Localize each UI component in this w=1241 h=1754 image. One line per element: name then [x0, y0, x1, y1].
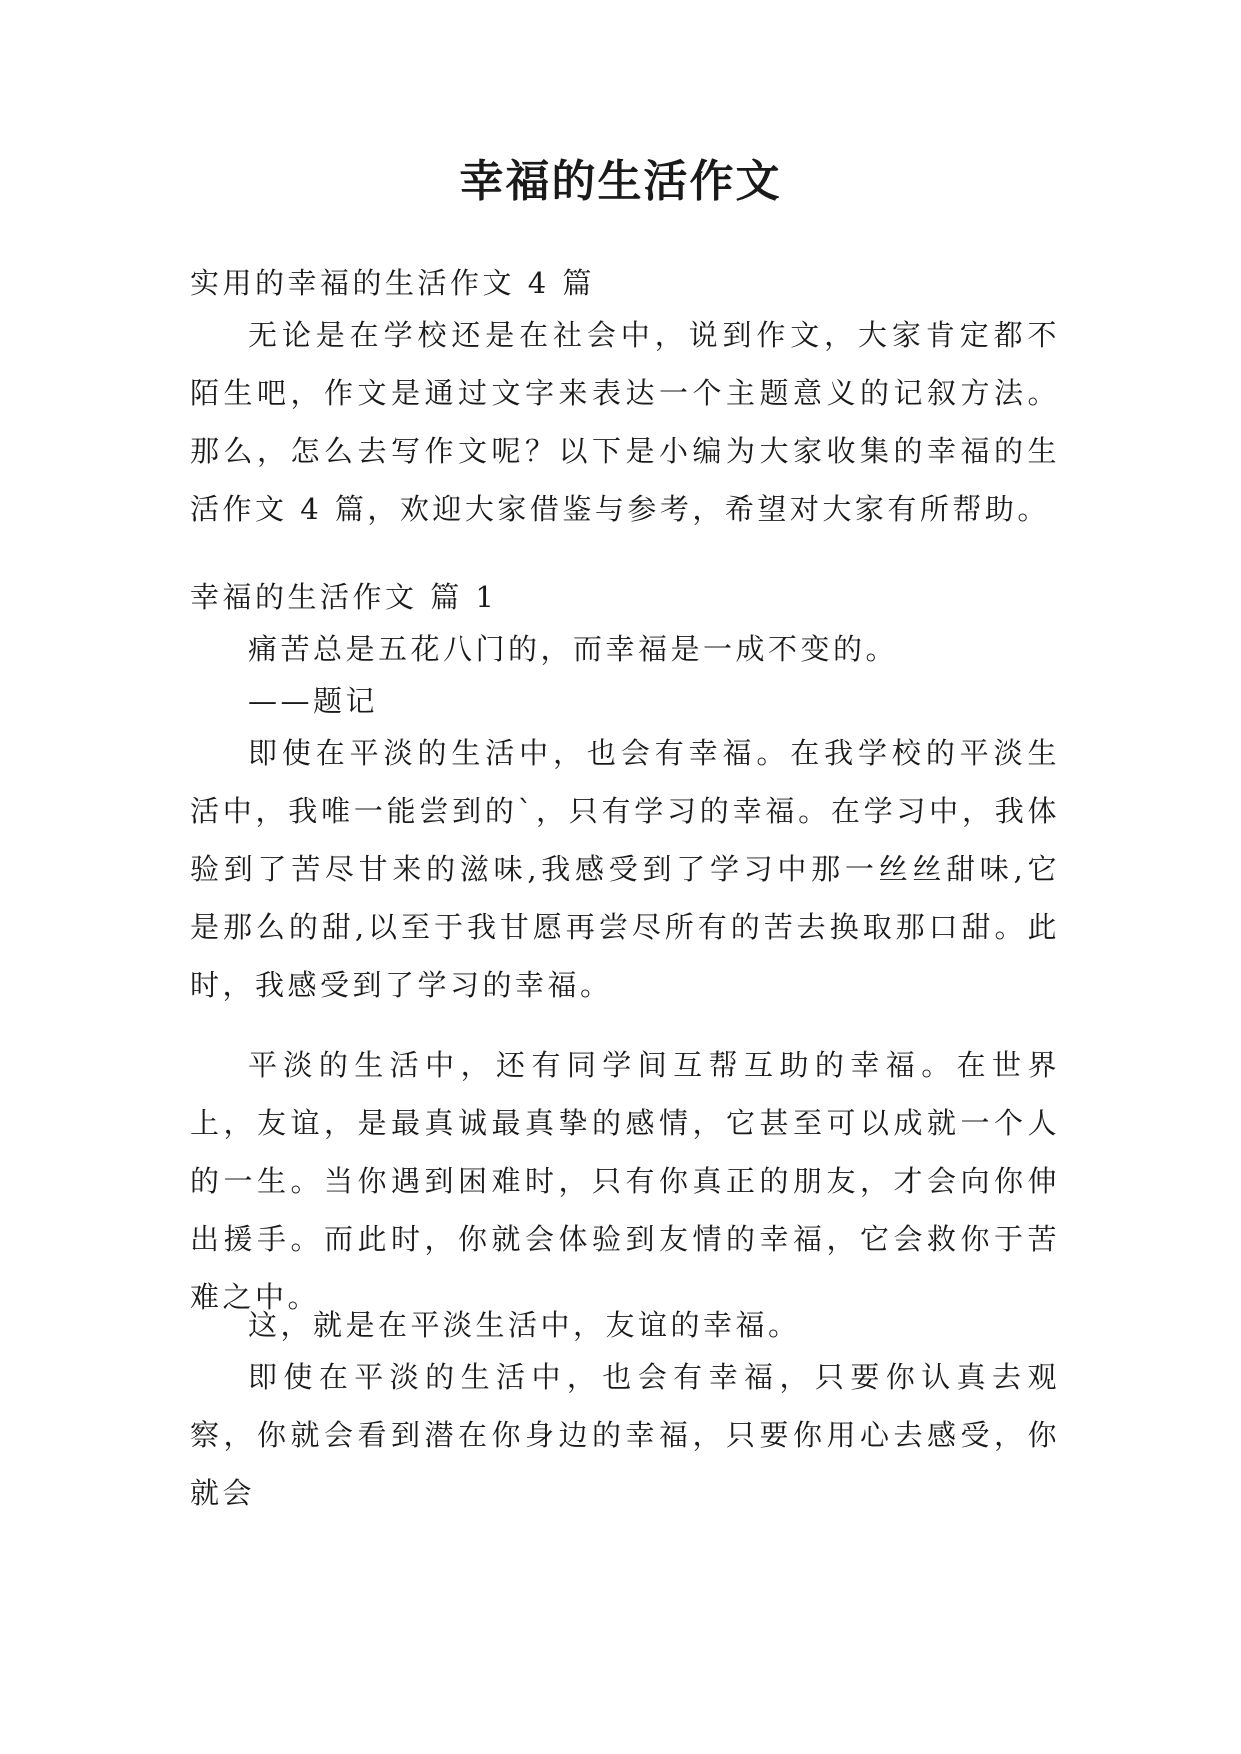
subtitle: 实用的幸福的生活作文 4 篇: [190, 266, 595, 300]
document-title: 幸福的生活作文: [459, 156, 782, 207]
paragraph-observe: 即使在平淡的生活中，也会有幸福，只要你认真去观察，你就会看到潜在你身边的幸福，只要你用心去感受，你就会: [190, 1360, 1060, 1510]
section-heading: 幸福的生活作文 篇 1: [190, 580, 498, 614]
paragraph-friendship: 平淡的生活中，还有同学间互帮互助的幸福。在世界上，友谊，是最真诚最真挚的感情，它甚至可以成就一个人的一生。当你遇到困难时，只有你真正的朋友，才会向你伸出援手。而此时，你就会体验到友情的幸福，它会救你于苦难之中。: [190, 1048, 1060, 1314]
paragraph-study: 即使在平淡的生活中，也会有幸福。在我学校的平淡生活中，我唯一能尝到的`，只有学习的幸福。在学习中，我体验到了苦尽甘来的滋味,我感受到了学习中那一丝丝甜味,它是那么的甜,以至于我甘愿再尝尽所有的苦去换取那口甜。此时，我感受到了学习的幸福。: [190, 736, 1060, 1002]
paragraph-inscription: ——题记: [248, 684, 379, 718]
intro-paragraph: 无论是在学校还是在社会中，说到作文，大家肯定都不陌生吧，作文是通过文字来表达一个主题意义的记叙方法。那么，怎么去写作文呢？以下是小编为大家收集的幸福的生活作文 4 篇，欢迎大家借鉴与参考，希望对大家有所帮助。: [190, 318, 1060, 526]
paragraph-quote: 痛苦总是五花八门的，而幸福是一成不变的。: [248, 632, 899, 666]
paragraph-conclusion: 这，就是在平淡生活中，友谊的幸福。: [248, 1308, 801, 1342]
